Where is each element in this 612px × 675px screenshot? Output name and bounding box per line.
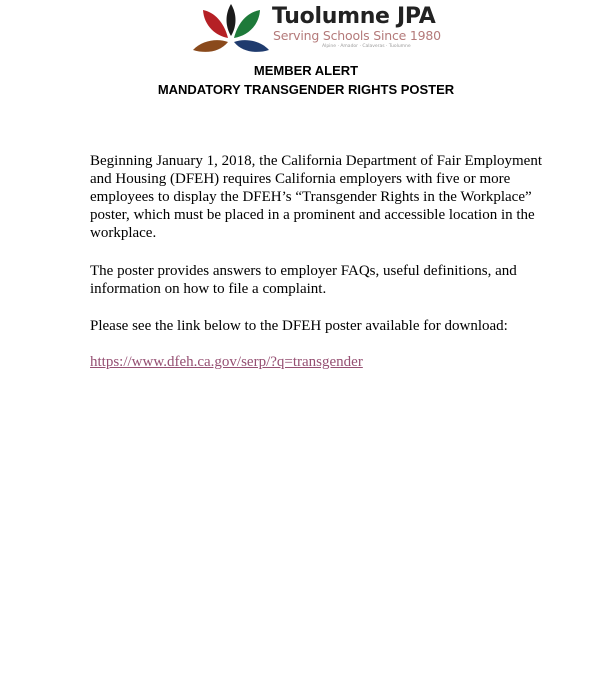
link-paragraph [90, 353, 555, 371]
logo-tagline: Serving Schools Since 1980 [273, 28, 441, 43]
logo-name: Tuolumne JPA [272, 4, 436, 29]
blue-leaf-shape [234, 40, 269, 52]
leaf-logo-icon [192, 2, 272, 54]
alert-subheading: MANDATORY TRANSGENDER RIGHTS POSTER [157, 82, 455, 97]
intro-paragraph: Beginning January 1, 2018, the California Department of Fair Employment and Housing (DFEH) requires California employers with five or more employees to display the DFEH’s “Transgender Rights in the Workplace” poster, which must be placed in a prominent and accessible location in the workplace. [90, 153, 542, 241]
red-leaf-shape [203, 10, 228, 38]
tuolumne-jpa-logo [192, 2, 441, 54]
logo-counties: Alpine · Amador · Calaveras · Tuolumne [322, 44, 411, 49]
dfeh-poster-link[interactable]: https://www.dfeh.ca.gov/serp/?q=transgender [90, 354, 363, 370]
dark-leaf-shape [227, 4, 236, 36]
download-instruction-paragraph: Please see the link below to the DFEH poster available for download: [90, 318, 508, 334]
brown-leaf-shape [193, 40, 228, 52]
alert-heading: MEMBER ALERT [253, 63, 359, 78]
green-leaf-shape [234, 10, 260, 38]
poster-info-paragraph: The poster provides answers to employer FAQs, useful definitions, and information on how to file a complaint. [90, 263, 517, 297]
